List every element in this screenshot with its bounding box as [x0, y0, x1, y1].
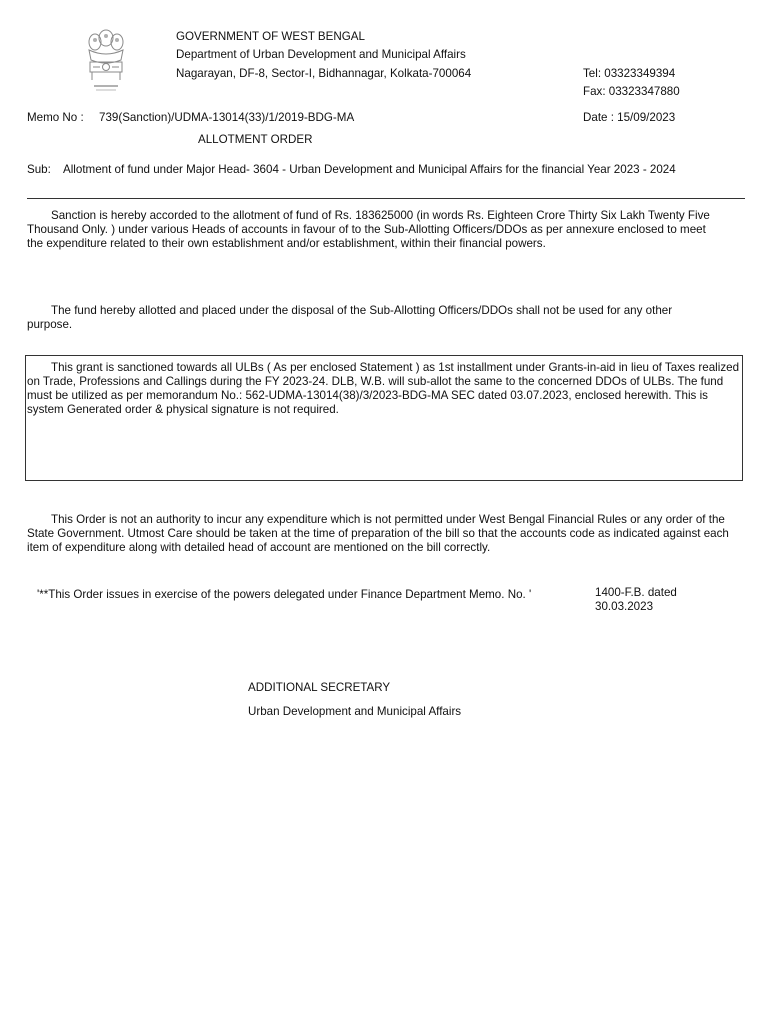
- grant-note-text: This grant is sanctioned towards all ULBs ( As per enclosed Statement ) as 1st installment under Grants-in-aid in lieu of Taxes realized on Trade, Professions and Callings during the FY 2023-24. DLB, W.B. will sub-allot the same to the concerned DDOs of ULBs. The fund must be utilized as per memorandum No.: 562-UDMA-13014(38)/3/2023-BDG-MA SEC dated 03.07.2023, enclosed herewith. This is system Generated order & physical signature is not required.: [27, 361, 740, 416]
- header-divider: [27, 198, 745, 199]
- signatory-department: Urban Development and Municipal Affairs: [248, 705, 462, 718]
- fax: Fax: 03323347880: [583, 85, 680, 98]
- purpose-paragraph: [27, 304, 717, 332]
- powers-reference-line1: 1400-F.B. dated: [595, 586, 677, 599]
- department-name: Department of Urban Development and Municipal Affairs: [176, 48, 466, 61]
- memo-number: 739(Sanction)/UDMA-13014(33)/1/2019-BDG-MA: [99, 111, 355, 124]
- powers-text: '**This Order issues in exercise of the powers delegated under Finance Department Memo. No. ': [37, 588, 532, 601]
- government-name: GOVERNMENT OF WEST BENGAL: [176, 30, 365, 43]
- order-title: ALLOTMENT ORDER: [198, 133, 313, 146]
- powers-reference-line2: 30.03.2023: [595, 600, 654, 613]
- memo-label: Memo No :: [27, 111, 84, 124]
- subject-text: Allotment of fund under Major Head- 3604 - Urban Development and Municipal Affairs for the financial Year 2023 - 2024: [63, 163, 676, 176]
- telephone: Tel: 03323349394: [583, 67, 676, 80]
- purpose-text: The fund hereby allotted and placed under the disposal of the Sub-Allotting Officers/DDOs shall not be used for any other purpose.: [27, 304, 673, 331]
- sanction-text: Sanction is hereby accorded to the allotment of fund of Rs. 183625000 (in words Rs. Eighteen Crore Thirty Six Lakh Twenty Five Thousand Only. ) under various Heads of accounts in favour of to the Sub-Allotting Officers/DDOs as per annexure enclosed to meet the expenditure related to their own establishment and/or establishment, within their financial powers.: [27, 209, 710, 250]
- subject-label: Sub:: [27, 163, 51, 176]
- memo-date: Date : 15/09/2023: [583, 111, 676, 124]
- sanction-paragraph: [27, 209, 717, 251]
- signatory-title: ADDITIONAL SECRETARY: [248, 681, 391, 694]
- office-address: Nagarayan, DF-8, Sector-I, Bidhannagar, Kolkata-700064: [176, 67, 472, 80]
- grant-note-box: [25, 355, 743, 481]
- authority-text: This Order is not an authority to incur any expenditure which is not permitted under West Bengal Financial Rules or any order of the State Government. Utmost Care should be taken at the time of preparation of the bill so that the accounts code as indicated against each item of expenditure along with detailed head of account are mentioned on the bill correctly.: [27, 513, 729, 554]
- state-emblem-icon: [80, 24, 132, 94]
- authority-paragraph: [27, 513, 739, 555]
